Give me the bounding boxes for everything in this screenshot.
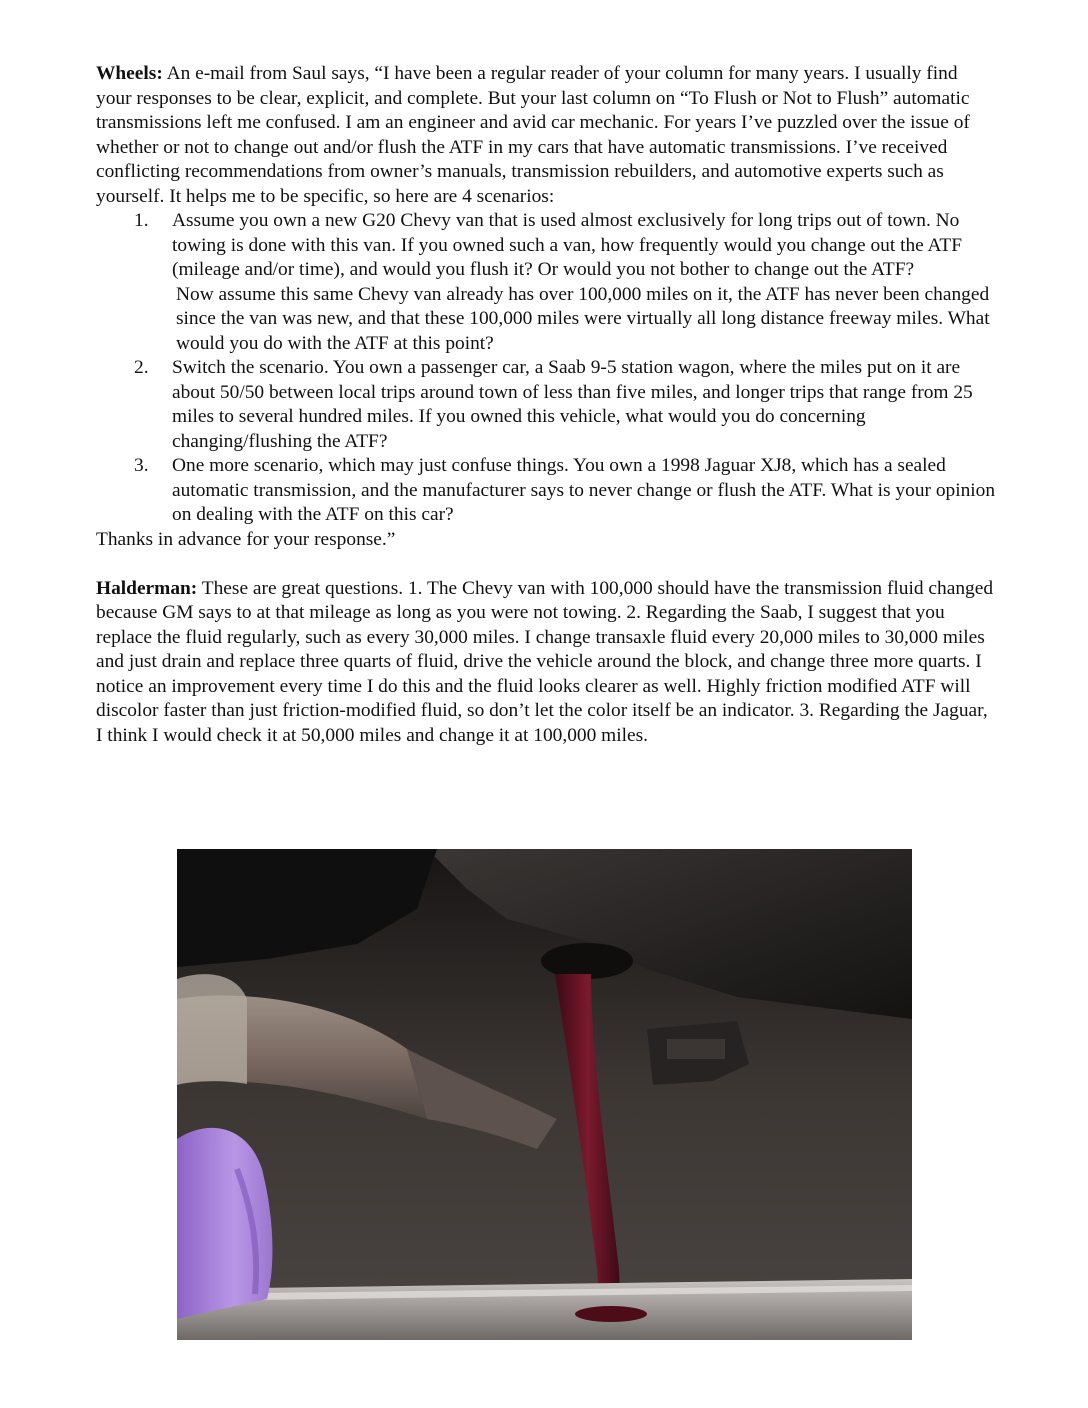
halderman-label: Halderman: — [96, 577, 198, 599]
scenario-item — [96, 209, 996, 356]
scenario-number: 2. — [134, 357, 149, 378]
paragraph-gap — [96, 552, 996, 577]
drain-plug-opening — [541, 943, 633, 979]
wheels-intro: An e-mail from Saul says, “I have been a regular reader of your column for many years. I usually find your responses to be clear, explicit, and complete. But your last column on “To Flush or Not to Flush” automatic transmissions left me confused. I am an engineer and avid car mechanic. For years I’ve puzzled over the issue of whether or not to change out and/or flush the ATF in my cars that have automatic transmissions. I’ve received conflicting recommendations from owner’s manuals, transmission rebuilders, and automotive experts such as yourself. It helps me to be specific, so here are 4 scenarios: — [96, 63, 970, 207]
fluid-splash — [575, 1306, 647, 1322]
wheels-label: Wheels: — [96, 63, 163, 84]
pipe-clamp — [177, 974, 247, 1085]
wheels-paragraph — [96, 62, 996, 209]
letter-closing: Thanks in advance for your response.” — [96, 528, 396, 550]
atf-draining-photo — [177, 849, 912, 1340]
bracket-detail — [667, 1039, 725, 1059]
scenario-text: Assume you own a new G20 Chevy van that is used almost exclusively for long trips out of town. No towing is done with this van. If you owned such a van, how frequently would you change out the ATF (mileage and/or time), and would you flush it? Or would you not bother to change out the ATF? — [172, 210, 963, 280]
photo-illustration — [177, 849, 912, 1340]
scenario-followup: Now assume this same Chevy van already has over 100,000 miles on it, the ATF has never been changed since the van was new, and that these 100,000 miles were virtually all long distance freeway miles. What would you do with the ATF at this point? — [176, 283, 990, 354]
scenario-number: 1. — [134, 210, 149, 231]
scenario-item — [96, 454, 996, 528]
scenario-text: Switch the scenario. You own a passenger car, a Saab 9-5 station wagon, where the miles put on it are about 50/50 between local trips around town of less than five miles, and longer trips that range from 25 miles to several hundred miles. If you owned this vehicle, what would you do concerning changing/flushing the ATF? — [172, 357, 973, 452]
scenario-text: One more scenario, which may just confuse things. You own a 1998 Jaguar XJ8, which has a sealed automatic transmission, and the manufacturer says to never change or flush the ATF. What is your opinion on dealing with the ATF on this car? — [172, 455, 996, 525]
scenario-number: 3. — [134, 455, 149, 476]
halderman-answer: These are great questions. 1. The Chevy van with 100,000 should have the transmission fluid changed because GM says to at that mileage as long as you were not towing. 2. Regarding the Saab, I suggest that you replace the fluid regularly, such as every 30,000 miles. I change transaxle fluid every 20,000 miles to 30,000 miles and just drain and replace three quarts of fluid, drive the vehicle around the block, and change three more quarts. I notice an improvement every time I do this and the fluid looks clearer as well. Highly friction modified ATF will discolor faster than just friction-modified fluid, so don’t let the color itself be an indicator. 3. Regarding the Jaguar, I think I would check it at 50,000 miles and change it at 100,000 miles. — [96, 577, 994, 746]
article — [96, 62, 996, 748]
halderman-paragraph — [96, 577, 996, 749]
scenario-item — [96, 356, 996, 454]
scenario-list — [96, 209, 996, 528]
